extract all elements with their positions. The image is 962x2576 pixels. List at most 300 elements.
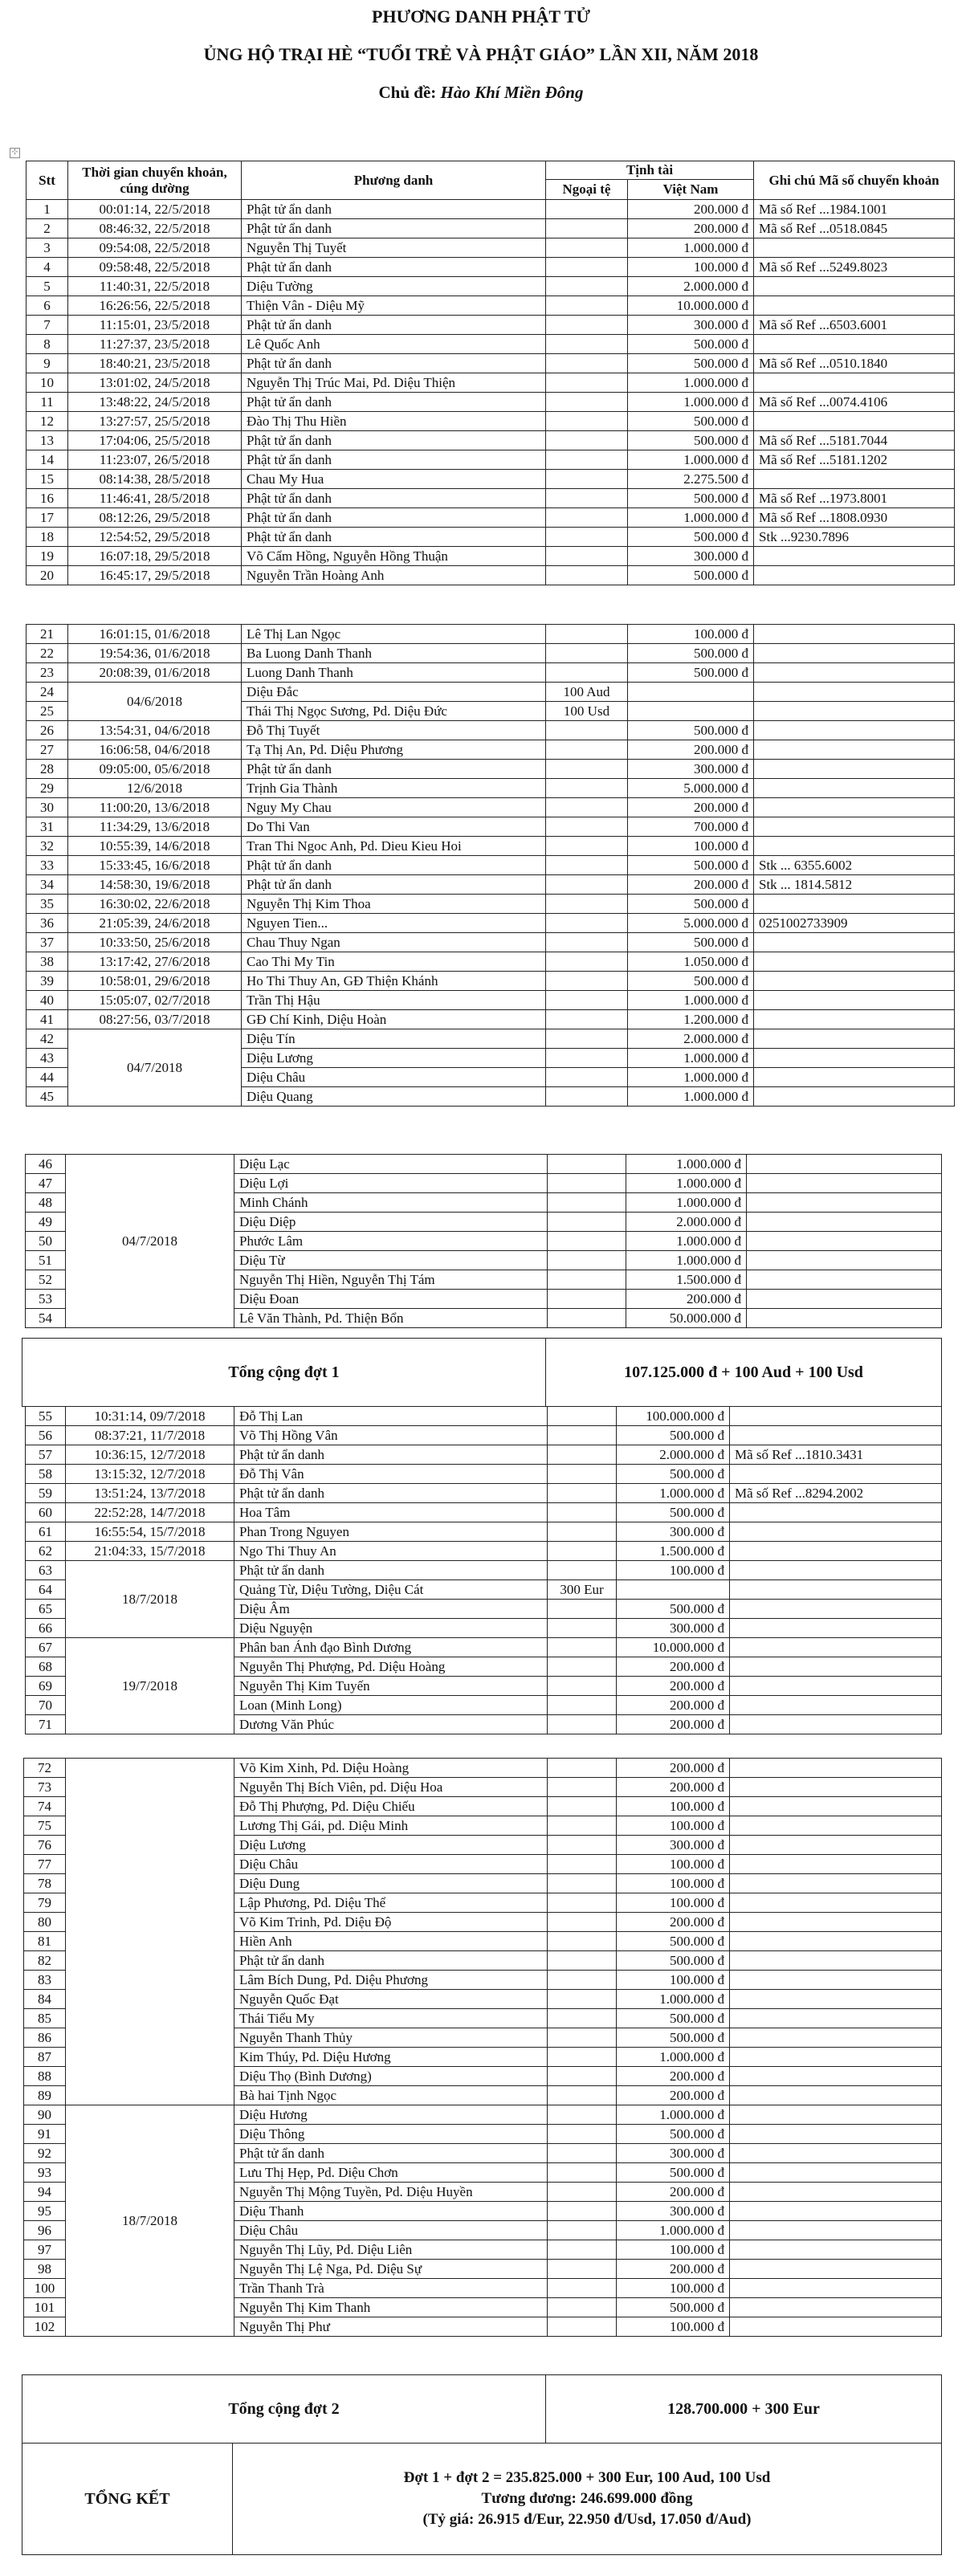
- cell-note: [730, 1426, 942, 1445]
- cell-stt: 44: [26, 1068, 68, 1087]
- cell-foreign: [546, 817, 628, 837]
- cell-stt: 38: [26, 952, 68, 972]
- cell-foreign: [548, 1290, 626, 1309]
- cell-name: Cao Thi My Tin: [242, 952, 546, 972]
- cell-time: 13:48:22, 24/5/2018: [68, 393, 242, 412]
- cell-note: Stk ...9230.7896: [754, 528, 955, 547]
- cell-time: 14:58:30, 19/6/2018: [68, 875, 242, 895]
- cell-name: Phật tử ẩn danh: [242, 219, 546, 238]
- cell-stt: 84: [24, 1990, 66, 2009]
- cell-foreign: [548, 1270, 626, 1290]
- cell-foreign: [548, 1155, 626, 1174]
- cell-note: Mã số Ref ...0518.0845: [754, 219, 955, 238]
- cell-note: [730, 1696, 942, 1715]
- cell-note: [730, 1503, 942, 1522]
- cell-stt: 40: [26, 991, 68, 1010]
- cell-note: Stk ... 1814.5812: [754, 875, 955, 895]
- cell-name: Diệu Lạc: [234, 1155, 548, 1174]
- cell-note: Mã số Ref ...1810.3431: [730, 1445, 942, 1465]
- cell-time: 09:05:00, 05/6/2018: [68, 760, 242, 779]
- cell-name: Diệu Châu: [234, 2221, 548, 2240]
- cell-time: 16:55:54, 15/7/2018: [66, 1522, 234, 1542]
- cell-stt: 31: [26, 817, 68, 837]
- cell-foreign: [546, 373, 628, 393]
- cell-note: [730, 1990, 942, 2009]
- round2-total-value: 128.700.000 + 300 Eur: [545, 2374, 942, 2444]
- cell-foreign: [548, 1778, 617, 1797]
- cell-stt: 8: [26, 335, 68, 354]
- cell-stt: 29: [26, 779, 68, 798]
- cell-name: Đào Thị Thu Hiền: [242, 412, 546, 431]
- cell-foreign: [548, 1542, 617, 1561]
- cell-foreign: [546, 219, 628, 238]
- cell-vnd: 2.000.000 đ: [626, 1213, 747, 1232]
- cell-name: Diệu Nguyện: [234, 1619, 548, 1638]
- cell-foreign: [548, 2163, 617, 2183]
- cell-name: Nguyễn Thị Kim Thanh: [234, 2298, 548, 2317]
- cell-vnd: 500.000 đ: [628, 412, 754, 431]
- cell-stt: 20: [26, 566, 68, 585]
- cell-stt: 65: [26, 1600, 66, 1619]
- cell-vnd: 200.000 đ: [626, 1290, 747, 1309]
- cell-stt: 63: [26, 1561, 66, 1580]
- cell-name: Phật tử ẩn danh: [234, 2144, 548, 2163]
- cell-foreign: [546, 431, 628, 450]
- cell-stt: 28: [26, 760, 68, 779]
- cell-name: Bà hai Tịnh Ngọc: [234, 2086, 548, 2105]
- cell-note: [730, 1778, 942, 1797]
- round2-total-label: Tổng cộng đợt 2: [22, 2374, 546, 2444]
- table-row: [26, 373, 955, 393]
- cell-name: Nguy My Chau: [242, 798, 546, 817]
- cell-foreign: [548, 1990, 617, 2009]
- cell-stt: 53: [26, 1290, 66, 1309]
- cell-name: Nguyen Tien...: [242, 914, 546, 933]
- cell-vnd: 50.000.000 đ: [626, 1309, 747, 1328]
- cell-vnd: 500.000 đ: [628, 644, 754, 663]
- cell-stt: 91: [24, 2125, 66, 2144]
- column-header-stt: Stt: [26, 161, 68, 200]
- cell-stt: 48: [26, 1193, 66, 1213]
- cell-foreign: [548, 2279, 617, 2298]
- cell-foreign: [546, 972, 628, 991]
- cell-name: Phật tử ẩn danh: [234, 1445, 548, 1465]
- table-row: [26, 1445, 942, 1465]
- table-row: [26, 296, 955, 316]
- cell-stt: 19: [26, 547, 68, 566]
- cell-foreign: [546, 625, 628, 644]
- cell-note: [730, 1580, 942, 1600]
- cell-vnd: 1.000.000 đ: [617, 2048, 730, 2067]
- cell-foreign: [548, 1193, 626, 1213]
- cell-note: [730, 1855, 942, 1874]
- donation-table-2: [26, 624, 955, 1107]
- cell-vnd: 300.000 đ: [617, 2144, 730, 2163]
- cell-time: 20:08:39, 01/6/2018: [68, 663, 242, 683]
- grand-summary-line1: Đợt 1 + đợt 2 = 235.825.000 + 300 Eur, 100 Aud, 100 Usd: [403, 2469, 771, 2486]
- table-row: [26, 354, 955, 373]
- cell-vnd: [628, 683, 754, 702]
- cell-time: 04/7/2018: [68, 1029, 242, 1107]
- cell-vnd: 2.000.000 đ: [617, 1445, 730, 1465]
- cell-vnd: 1.000.000 đ: [617, 1990, 730, 2009]
- cell-vnd: 10.000.000 đ: [628, 296, 754, 316]
- cell-name: Minh Chánh: [234, 1193, 548, 1213]
- cell-foreign: [546, 566, 628, 585]
- cell-time: 11:34:29, 13/6/2018: [68, 817, 242, 837]
- cell-vnd: 1.000.000 đ: [617, 1484, 730, 1503]
- cell-foreign: [546, 393, 628, 412]
- cell-vnd: 2.275.500 đ: [628, 470, 754, 489]
- cell-stt: 43: [26, 1049, 68, 1068]
- cell-foreign: [546, 277, 628, 296]
- cell-name: Lê Thị Lan Ngọc: [242, 625, 546, 644]
- cell-name: Phật tử ẩn danh: [242, 258, 546, 277]
- cell-note: [730, 1542, 942, 1561]
- cell-note: [730, 1657, 942, 1677]
- cell-name: Lê Quốc Anh: [242, 335, 546, 354]
- cell-stt: 49: [26, 1213, 66, 1232]
- cell-note: [730, 1407, 942, 1426]
- cell-name: Nguyễn Thị Hiền, Nguyễn Thị Tám: [234, 1270, 548, 1290]
- cell-stt: 89: [24, 2086, 66, 2105]
- table-row: [26, 528, 955, 547]
- cell-note: [730, 1522, 942, 1542]
- cell-foreign: [548, 1251, 626, 1270]
- cell-time: 19:54:36, 01/6/2018: [68, 644, 242, 663]
- cell-foreign: [546, 1068, 628, 1087]
- cell-time: 16:30:02, 22/6/2018: [68, 895, 242, 914]
- cell-vnd: 500.000 đ: [628, 431, 754, 450]
- table-row: [26, 393, 955, 412]
- cell-note: [730, 2028, 942, 2048]
- cell-note: [730, 1600, 942, 1619]
- cell-vnd: 200.000 đ: [617, 2183, 730, 2202]
- cell-name: Chau Thuy Ngan: [242, 933, 546, 952]
- cell-foreign: [546, 933, 628, 952]
- cell-note: [754, 373, 955, 393]
- table-row: [26, 219, 955, 238]
- cell-time: 04/7/2018: [66, 1155, 234, 1328]
- cell-foreign: [548, 2048, 617, 2067]
- cell-foreign: [548, 2144, 617, 2163]
- cell-name: Diệu Đắc: [242, 683, 546, 702]
- cell-time: 10:58:01, 29/6/2018: [68, 972, 242, 991]
- cell-note: [730, 1715, 942, 1734]
- cell-vnd: 5.000.000 đ: [628, 779, 754, 798]
- cell-foreign: [548, 1174, 626, 1193]
- cell-stt: 71: [26, 1715, 66, 1734]
- cell-name: Ho Thi Thuy An, GĐ Thiện Khánh: [242, 972, 546, 991]
- cell-stt: 42: [26, 1029, 68, 1049]
- cell-foreign: [548, 1213, 626, 1232]
- cell-vnd: 500.000 đ: [617, 2028, 730, 2048]
- cell-note: [754, 740, 955, 760]
- cell-name: Luong Danh Thanh: [242, 663, 546, 683]
- cell-vnd: 200.000 đ: [628, 875, 754, 895]
- cell-note: [730, 1836, 942, 1855]
- cell-note: [730, 1971, 942, 1990]
- column-header-foreign: Ngoại tệ: [546, 180, 628, 200]
- cell-note: [730, 2183, 942, 2202]
- cell-note: [754, 933, 955, 952]
- cell-note: [747, 1232, 942, 1251]
- cell-stt: 1: [26, 200, 68, 219]
- cell-foreign: [546, 779, 628, 798]
- cell-time: 10:55:39, 14/6/2018: [68, 837, 242, 856]
- table-move-handle-icon[interactable]: ⊹: [10, 148, 20, 158]
- cell-vnd: 100.000 đ: [617, 1874, 730, 1893]
- table-row: [26, 1426, 942, 1445]
- cell-vnd: 100.000 đ: [617, 1797, 730, 1816]
- cell-name: Phật tử ẩn danh: [242, 431, 546, 450]
- cell-stt: 36: [26, 914, 68, 933]
- cell-foreign: [548, 1232, 626, 1251]
- column-header-note: Ghi chú Mã số chuyển khoản: [754, 161, 955, 200]
- cell-stt: 18: [26, 528, 68, 547]
- table-row: [26, 508, 955, 528]
- cell-name: Hiền Anh: [234, 1932, 548, 1951]
- cell-foreign: [546, 1029, 628, 1049]
- cell-name: Ba Luong Danh Thanh: [242, 644, 546, 663]
- cell-foreign: [546, 258, 628, 277]
- cell-note: [754, 760, 955, 779]
- cell-foreign: [546, 798, 628, 817]
- cell-name: Nguyễn Thị Trúc Mai, Pd. Diệu Thiện: [242, 373, 546, 393]
- cell-note: [730, 2221, 942, 2240]
- cell-name: Phật tử ẩn danh: [242, 856, 546, 875]
- cell-stt: 95: [24, 2202, 66, 2221]
- grand-summary-value: [232, 2443, 942, 2555]
- cell-name: Diệu Từ: [234, 1251, 548, 1270]
- cell-stt: 12: [26, 412, 68, 431]
- cell-name: Võ Thị Hồng Vân: [234, 1426, 548, 1445]
- cell-vnd: 200.000 đ: [617, 1715, 730, 1734]
- cell-foreign: [546, 740, 628, 760]
- table-row: [26, 1155, 942, 1174]
- cell-note: Mã số Ref ...5181.1202: [754, 450, 955, 470]
- cell-foreign: [546, 1087, 628, 1107]
- cell-vnd: 500.000 đ: [617, 2009, 730, 2028]
- cell-name: Phật tử ẩn danh: [242, 760, 546, 779]
- cell-note: [754, 779, 955, 798]
- table-header-row: [26, 161, 955, 180]
- cell-foreign: [546, 450, 628, 470]
- cell-vnd: 1.000.000 đ: [626, 1155, 747, 1174]
- cell-vnd: 1.000.000 đ: [626, 1193, 747, 1213]
- cell-stt: 4: [26, 258, 68, 277]
- cell-vnd: 500.000 đ: [617, 1503, 730, 1522]
- cell-note: [754, 991, 955, 1010]
- cell-foreign: [548, 2105, 617, 2125]
- cell-name: Phật tử ẩn danh: [242, 200, 546, 219]
- cell-time: 18:40:21, 23/5/2018: [68, 354, 242, 373]
- cell-note: [730, 1638, 942, 1657]
- cell-vnd: 500.000 đ: [617, 1465, 730, 1484]
- cell-time: 08:37:21, 11/7/2018: [66, 1426, 234, 1445]
- cell-note: [754, 817, 955, 837]
- cell-note: [754, 566, 955, 585]
- cell-time: 13:54:31, 04/6/2018: [68, 721, 242, 740]
- cell-foreign: [548, 2202, 617, 2221]
- cell-foreign: [548, 1836, 617, 1855]
- cell-stt: 77: [24, 1855, 66, 1874]
- cell-vnd: 1.200.000 đ: [628, 1010, 754, 1029]
- cell-stt: 21: [26, 625, 68, 644]
- cell-stt: 10: [26, 373, 68, 393]
- cell-foreign: [548, 1522, 617, 1542]
- cell-name: Trịnh Gia Thành: [242, 779, 546, 798]
- cell-note: [730, 1797, 942, 1816]
- cell-vnd: 500.000 đ: [617, 1932, 730, 1951]
- cell-note: [730, 2298, 942, 2317]
- cell-stt: 37: [26, 933, 68, 952]
- column-header-time: Thời gian chuyển khoản, cúng dường: [68, 161, 242, 200]
- cell-name: Kim Thúy, Pd. Diệu Hương: [234, 2048, 548, 2067]
- cell-note: [730, 1677, 942, 1696]
- cell-note: [730, 2317, 942, 2337]
- cell-name: Nguyễn Thị Bích Viên, pd. Diệu Hoa: [234, 1778, 548, 1797]
- cell-time: 21:04:33, 15/7/2018: [66, 1542, 234, 1561]
- cell-note: [730, 1874, 942, 1893]
- cell-note: [754, 1029, 955, 1049]
- cell-vnd: 1.000.000 đ: [617, 2105, 730, 2125]
- cell-vnd: 200.000 đ: [617, 1778, 730, 1797]
- cell-name: Võ Cẩm Hồng, Nguyễn Hồng Thuận: [242, 547, 546, 566]
- table-row: [26, 566, 955, 585]
- cell-note: [754, 277, 955, 296]
- table-row: [26, 683, 955, 702]
- cell-vnd: 1.500.000 đ: [617, 1542, 730, 1561]
- cell-name: Nguyễn Thanh Thủy: [234, 2028, 548, 2048]
- cell-foreign: [548, 1561, 617, 1580]
- grand-summary-label: TỔNG KẾT: [22, 2443, 233, 2555]
- cell-note: [747, 1213, 942, 1232]
- table-row: [26, 663, 955, 683]
- cell-foreign: [548, 1484, 617, 1503]
- cell-name: Nguyễn Thị Lũy, Pd. Diệu Liên: [234, 2240, 548, 2260]
- cell-name: Võ Kim Trinh, Pd. Diệu Độ: [234, 1913, 548, 1932]
- table-row: [26, 1029, 955, 1049]
- cell-name: Nguyễn Thị Mộng Tuyền, Pd. Diệu Huyền: [234, 2183, 548, 2202]
- cell-time: 16:07:18, 29/5/2018: [68, 547, 242, 566]
- cell-foreign: 100 Usd: [546, 702, 628, 721]
- cell-stt: 90: [24, 2105, 66, 2125]
- cell-name: Diệu Âm: [234, 1600, 548, 1619]
- cell-stt: 11: [26, 393, 68, 412]
- cell-foreign: [548, 1951, 617, 1971]
- cell-stt: 98: [24, 2260, 66, 2279]
- cell-note: [754, 238, 955, 258]
- cell-time: 00:01:14, 22/5/2018: [68, 200, 242, 219]
- cell-stt: 39: [26, 972, 68, 991]
- cell-name: Diệu Dung: [234, 1874, 548, 1893]
- cell-stt: 75: [24, 1816, 66, 1836]
- cell-name: Lương Thị Gái, pd. Diệu Minh: [234, 1816, 548, 1836]
- cell-time: 15:33:45, 16/6/2018: [68, 856, 242, 875]
- cell-note: [754, 683, 955, 702]
- cell-foreign: [548, 1715, 617, 1734]
- cell-stt: 13: [26, 431, 68, 450]
- cell-note: [754, 335, 955, 354]
- cell-foreign: [548, 2317, 617, 2337]
- cell-foreign: 300 Eur: [548, 1580, 617, 1600]
- donation-table-4: [25, 1406, 942, 1734]
- cell-vnd: 1.000.000 đ: [628, 508, 754, 528]
- cell-stt: 68: [26, 1657, 66, 1677]
- cell-note: [754, 470, 955, 489]
- cell-note: Mã số Ref ...1808.0930: [754, 508, 955, 528]
- cell-vnd: 200.000 đ: [628, 798, 754, 817]
- donation-table-1: [26, 161, 955, 585]
- cell-name: Nguyễn Thị Tuyết: [242, 238, 546, 258]
- cell-note: [754, 798, 955, 817]
- cell-time: 08:12:26, 29/5/2018: [68, 508, 242, 528]
- cell-foreign: [546, 760, 628, 779]
- cell-note: Mã số Ref ...0510.1840: [754, 354, 955, 373]
- table-row: [26, 450, 955, 470]
- cell-foreign: [546, 238, 628, 258]
- table-row: [26, 972, 955, 991]
- table-row: [26, 991, 955, 1010]
- cell-vnd: 1.050.000 đ: [628, 952, 754, 972]
- cell-stt: 88: [24, 2067, 66, 2086]
- cell-vnd: 300.000 đ: [617, 1619, 730, 1638]
- cell-foreign: [546, 547, 628, 566]
- cell-foreign: [548, 1971, 617, 1990]
- cell-name: Đỗ Thị Lan: [234, 1407, 548, 1426]
- cell-vnd: 200.000 đ: [617, 1696, 730, 1715]
- cell-time: 13:51:24, 13/7/2018: [66, 1484, 234, 1503]
- cell-foreign: [548, 1619, 617, 1638]
- cell-vnd: 500.000 đ: [628, 856, 754, 875]
- cell-stt: 15: [26, 470, 68, 489]
- cell-stt: 16: [26, 489, 68, 508]
- cell-name: Phật tử ẩn danh: [242, 875, 546, 895]
- cell-stt: 2: [26, 219, 68, 238]
- document-title: PHƯƠNG DANH PHẬT TỬ: [372, 6, 590, 26]
- cell-vnd: 200.000 đ: [617, 2086, 730, 2105]
- cell-vnd: 500.000 đ: [628, 721, 754, 740]
- cell-note: 0251002733909: [754, 914, 955, 933]
- cell-foreign: [546, 895, 628, 914]
- cell-vnd: 100.000 đ: [628, 625, 754, 644]
- cell-note: [754, 1010, 955, 1029]
- table-row: [26, 779, 955, 798]
- cell-stt: 83: [24, 1971, 66, 1990]
- cell-vnd: 100.000 đ: [617, 1561, 730, 1580]
- cell-foreign: [546, 1010, 628, 1029]
- cell-vnd: 300.000 đ: [617, 1522, 730, 1542]
- cell-vnd: 1.000.000 đ: [626, 1232, 747, 1251]
- cell-stt: 67: [26, 1638, 66, 1657]
- cell-stt: 3: [26, 238, 68, 258]
- cell-time: 11:23:07, 26/5/2018: [68, 450, 242, 470]
- cell-stt: 81: [24, 1932, 66, 1951]
- cell-name: Tạ Thị An, Pd. Diệu Phương: [242, 740, 546, 760]
- cell-stt: 61: [26, 1522, 66, 1542]
- cell-stt: 101: [24, 2298, 66, 2317]
- cell-time: 09:58:48, 22/5/2018: [68, 258, 242, 277]
- cell-stt: 58: [26, 1465, 66, 1484]
- cell-note: [754, 702, 955, 721]
- cell-name: Diệu Thọ (Bình Dương): [234, 2067, 548, 2086]
- cell-vnd: 300.000 đ: [628, 760, 754, 779]
- cell-foreign: [548, 1407, 617, 1426]
- cell-note: Mã số Ref ...6503.6001: [754, 316, 955, 335]
- cell-stt: 5: [26, 277, 68, 296]
- cell-name: Phật tử ẩn danh: [242, 354, 546, 373]
